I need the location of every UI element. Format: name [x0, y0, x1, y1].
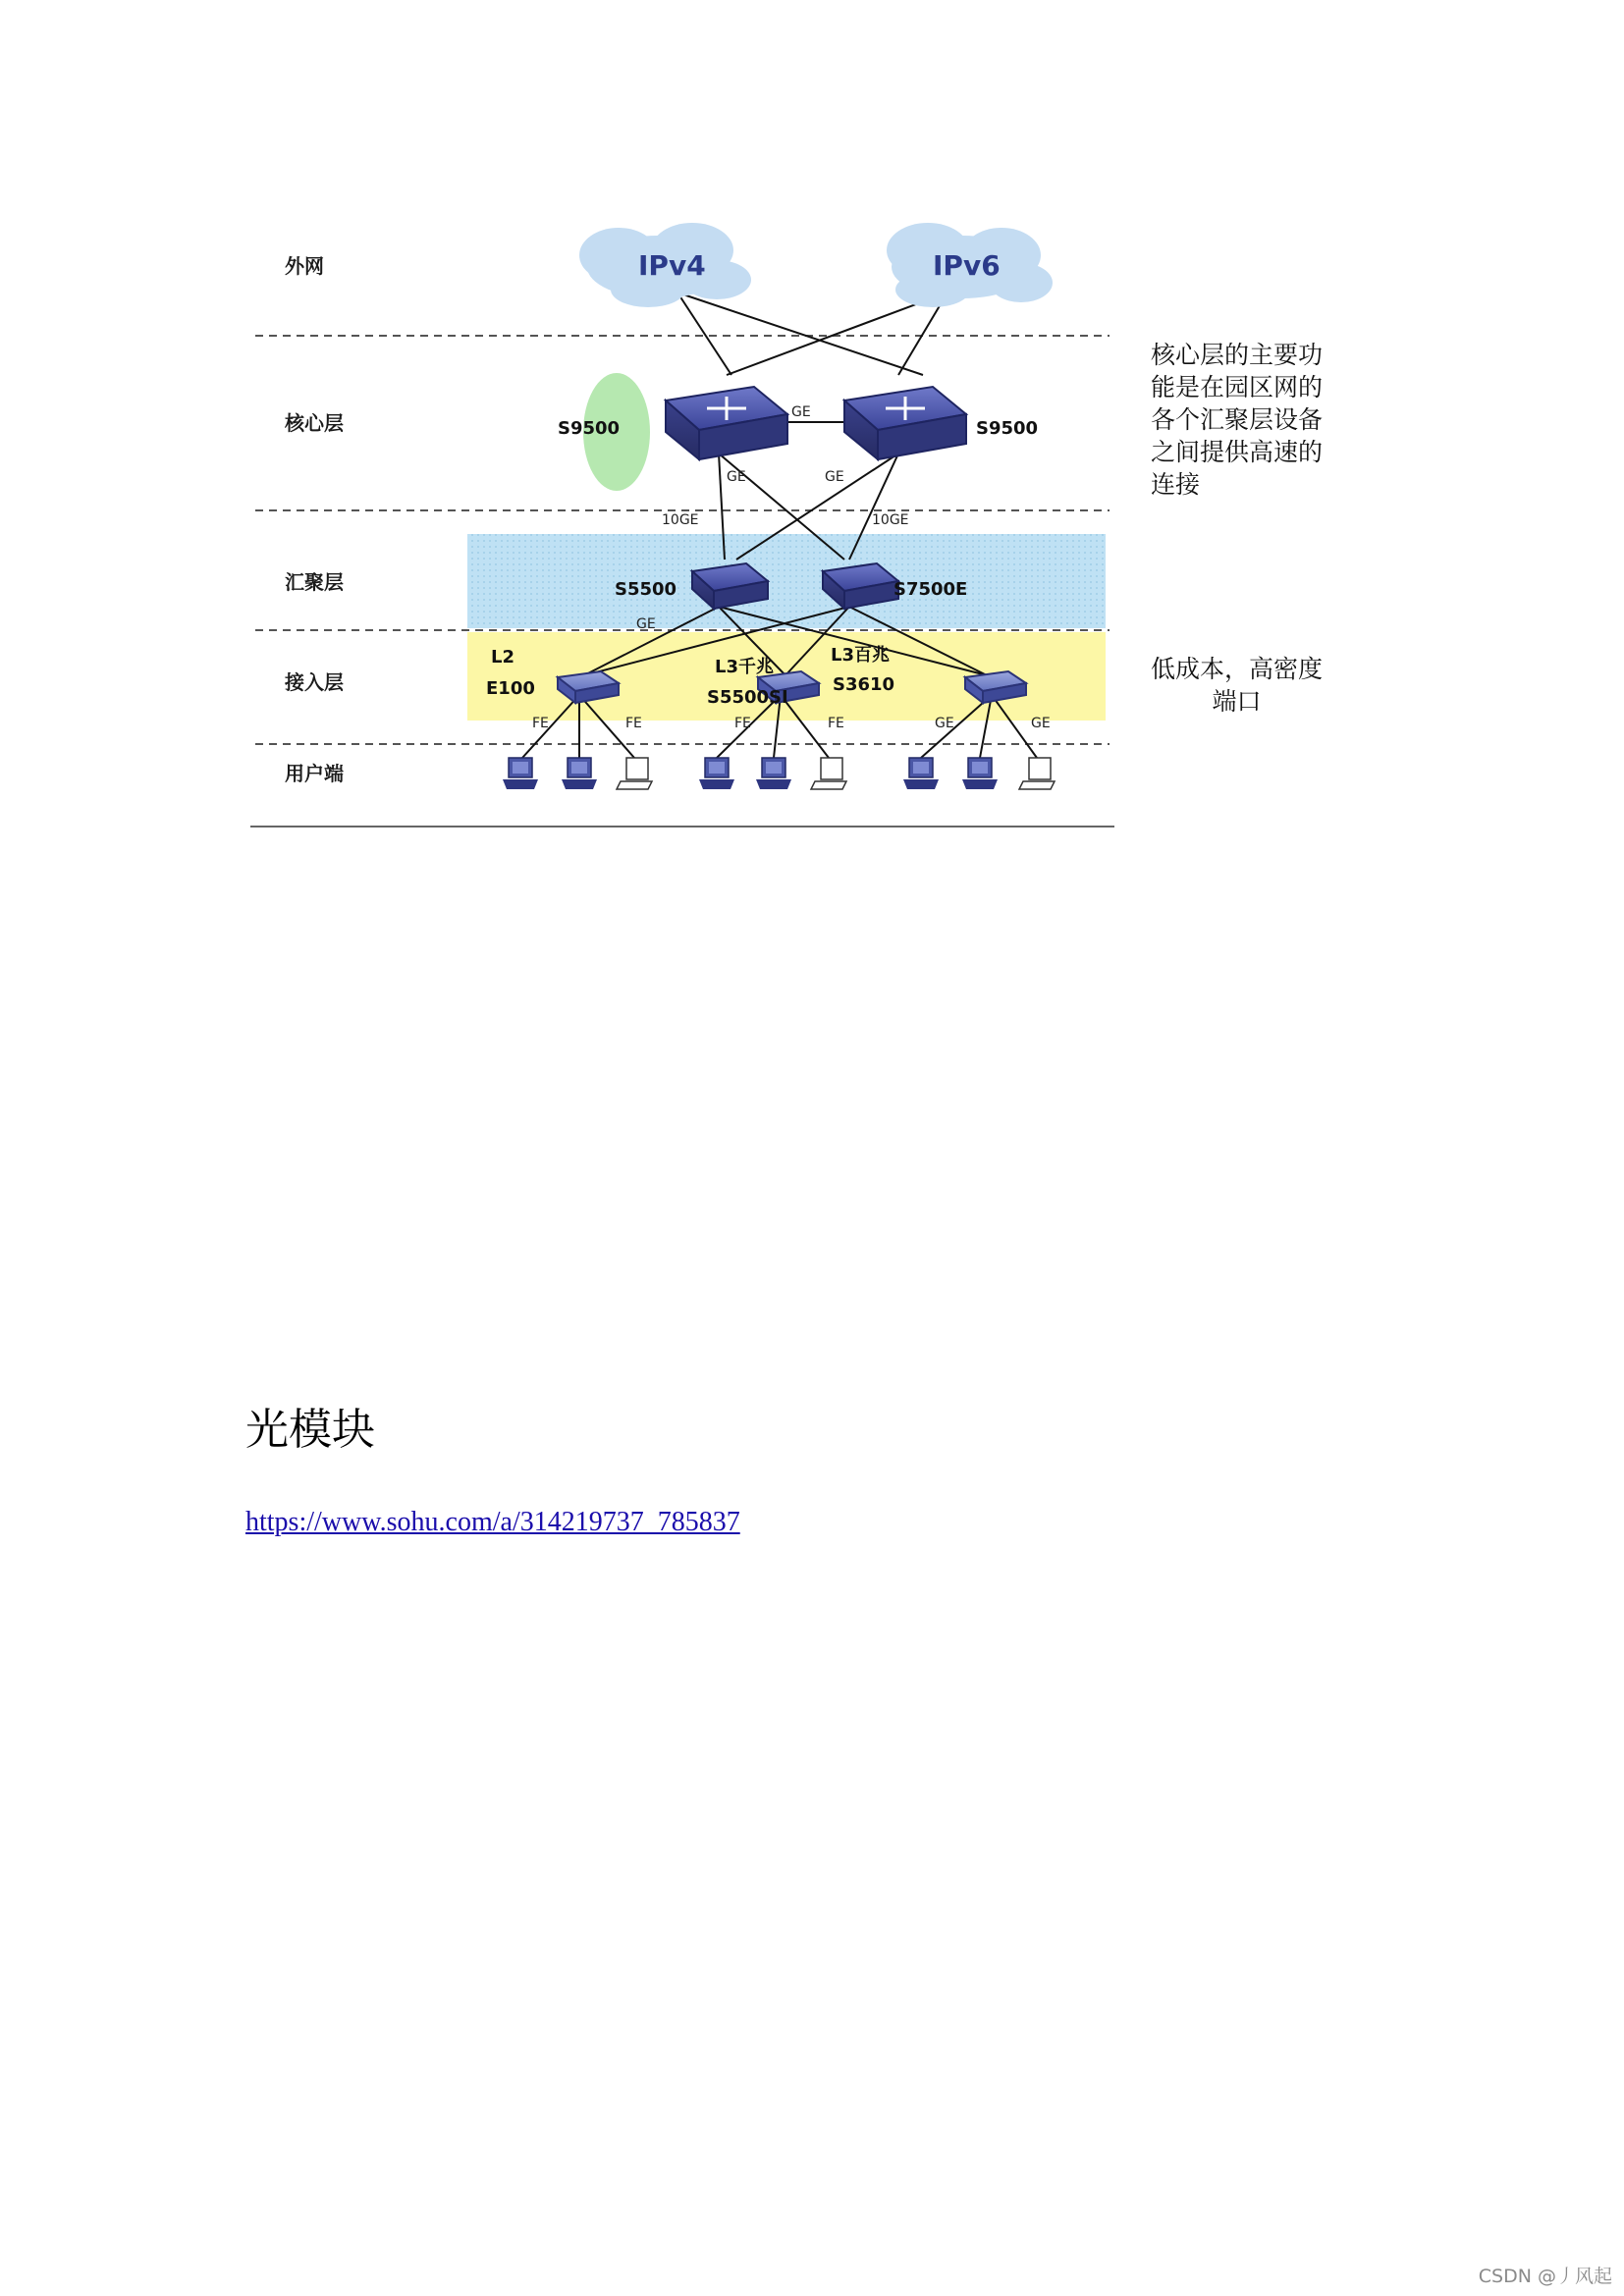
aggregation-band [467, 534, 1106, 628]
pc-icon [562, 758, 597, 789]
cloud-ipv6-label: IPv6 [933, 249, 1001, 282]
agg-right-name: S7500E [893, 579, 968, 600]
section-heading: 光模块 [245, 1405, 375, 1455]
label-access: 接入层 [285, 670, 344, 694]
link-agg-ge: GE [636, 616, 656, 632]
label-user: 用户端 [285, 762, 344, 785]
access-mid-line1: L3千兆 [715, 657, 774, 677]
laptop-icon [1019, 758, 1055, 789]
csdn-watermark: CSDN @丿风起 [1478, 2266, 1612, 2287]
pc-icon [699, 758, 734, 789]
label-core: 核心层 [285, 411, 344, 435]
pc-icon [756, 758, 791, 789]
label-aggregation: 汇聚层 [285, 570, 344, 594]
core-switch-left [666, 387, 787, 459]
link-core-right-ge: GE [825, 469, 844, 485]
link-fe-1: FE [532, 716, 549, 731]
link-fe-4: FE [828, 716, 844, 731]
end-devices [503, 758, 1055, 789]
link-core-left-ge: GE [727, 469, 746, 485]
link-ge-1: GE [935, 716, 954, 731]
sohu-link[interactable]: https://www.sohu.com/a/314219737_785837 [245, 1507, 740, 1537]
network-topology-diagram [245, 196, 1129, 834]
cloud-ipv4-label: IPv4 [638, 249, 706, 282]
access-mid-line2: S5500SI [707, 687, 788, 708]
link-right-10ge: 10GE [872, 512, 909, 528]
link-fe-2: FE [625, 716, 642, 731]
laptop-icon [811, 758, 846, 789]
pc-icon [503, 758, 538, 789]
access-mid2-line2: S3610 [833, 674, 895, 695]
core-right-name: S9500 [976, 418, 1039, 439]
access-mid2-line1: L3百兆 [831, 645, 890, 666]
core-left-name: S9500 [558, 418, 621, 439]
pc-icon [962, 758, 998, 789]
access-layer-note: 低成本，高密度端口 [1151, 655, 1324, 716]
link-ge-2: GE [1031, 716, 1051, 731]
link-fe-3: FE [734, 716, 751, 731]
cloud-ipv6 [887, 223, 1053, 307]
access-left-line2: E100 [486, 678, 535, 699]
link-core-ge: GE [791, 404, 811, 420]
access-left-line1: L2 [491, 647, 514, 667]
laptop-icon [617, 758, 652, 789]
core-switch-right [844, 387, 966, 459]
label-external: 外网 [285, 254, 324, 278]
agg-left-name: S5500 [615, 579, 677, 600]
cloud-ipv4 [579, 223, 751, 307]
pc-icon [903, 758, 939, 789]
link-left-10ge: 10GE [662, 512, 699, 528]
core-layer-note: 核心层的主要功能是在园区网的各个汇聚层设备之间提供高速的连接 [1151, 341, 1324, 499]
topology-svg [245, 196, 1129, 834]
